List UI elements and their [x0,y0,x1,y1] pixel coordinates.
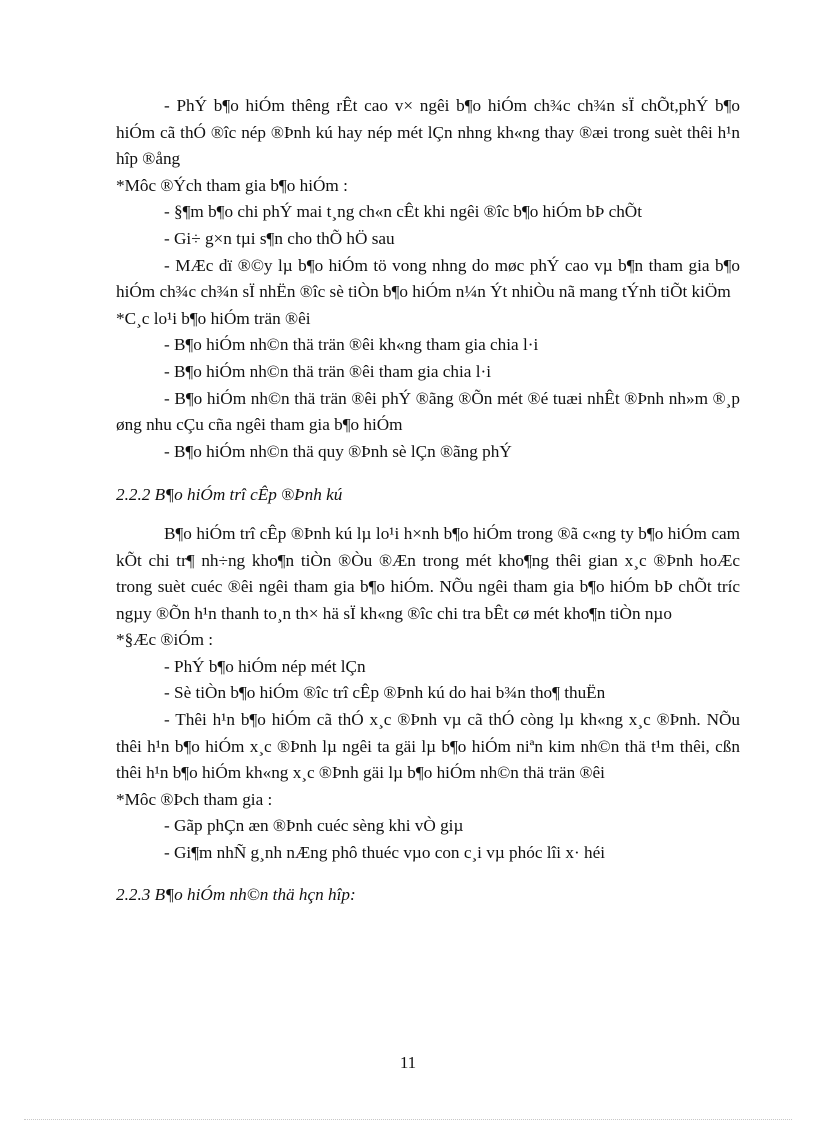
paragraph: - PhÝ b¶o hiÓm thêng rÊt cao v× ngêi b¶o hiÓm ch¾c ch¾n sÏ chÕt,phÝ b¶o hiÓm cã thÓ ®îc nép ®Þnh kú hay nép mét lÇn nhng kh«ng thay ®æi trong suèt thêi h¹n hîp ®ång [116,96,740,169]
section-label: *Môc ®Ých tham gia b¶o hiÓm : [116,175,348,195]
list-item: - B¶o hiÓm nh©n thä trän ®êi tham gia chia l·i [164,361,491,381]
paragraph: B¶o hiÓm trî cÊp ®Þnh kú lµ lo¹i h×nh b¶o hiÓm trong ®ã c«ng ty b¶o hiÓm cam kÕt chi tr¶ nh÷ng kho¶n tiÒn ®Òu ®Æn trong mét kho¶ng thêi gian x¸c ®Þnh hoÆc trong suèt cuéc ®êi ngêi tham gia b¶o hiÓm. NÕu ngêi tham gia b¶o hiÓm bÞ chÕt tríc ngµy ®Õn h¹n thanh to¸n th× hä sÏ kh«ng ®îc chi tra bÊt cø mét kho¶n tiÒn nµo [116,523,740,623]
list-item: - B¶o hiÓm nh©n thä quy ®Þnh sè lÇn ®ãng phÝ [164,441,512,461]
section-label: *Môc ®Þch tham gia : [116,789,273,809]
list-item: - B¶o hiÓm nh©n thä trän ®êi kh«ng tham gia chia l·i [164,335,539,355]
page-number: 11 [399,1053,417,1072]
paragraph: - Thêi h¹n b¶o hiÓm cã thÓ x¸c ®Þnh vµ cã thÓ còng lµ kh«ng x¸c ®Þnh. NÕu thêi h¹n b¶o hiÓm x¸c ®Þnh lµ ngêi ta gäi lµ b¶o hiÓm niªn kim nh©n thä t¹m thêi, cßn thêi h¹n b¶o hiÓm kh«ng x¸c ®Þnh gäi lµ b¶o hiÓm nh©n thä trän ®êi [116,710,740,783]
list-item: - Gi¶m nhÑ g¸nh nÆng phô thuéc vµo con c¸i vµ phóc lîi x· héi [164,843,605,863]
list-item: - §¶m b¶o chi phÝ mai t¸ng ch«n cÊt khi ngêi ®îc b¶o hiÓm bÞ chÕt [164,202,642,222]
list-item: - Sè tiÒn b¶o hiÓm ®îc trî cÊp ®Þnh kú do hai b¾n tho¶ thuËn [164,683,606,703]
section-label: *§Æc ®iÓm : [116,630,214,650]
section-heading: 2.2.3 B¶o hiÓm nh©n thä hçn hîp: [116,884,356,904]
list-item: - Gi÷ g×n tµi s¶n cho thÕ hÖ sau [164,228,395,248]
section-label: *C¸c lo¹i b¶o hiÓm trän ®êi [116,308,311,328]
paragraph: - MÆc dï ®©y lµ b¶o hiÓm tö vong nhng do møc phÝ cao vµ b¶n tham gia b¶o hiÓm ch¾c ch¾n sÏ nhËn ®îc sè tiÒn b¶o hiÓm n¼n Ýt nhiÒu nã mang tÝnh tiÕt kiÖm [116,255,740,302]
section-heading: 2.2.2 B¶o hiÓm trî cÊp ®Þnh kú [116,485,343,505]
list-item: - Gãp phÇn æn ®Þnh cuéc sèng khi vÒ giµ [164,816,464,836]
page-body [116,93,740,908]
list-item: - PhÝ b¶o hiÓm nép mét lÇn [164,656,366,676]
page-bottom-rule [24,1119,792,1120]
paragraph: - B¶o hiÓm nh©n thä trän ®êi phÝ ®ãng ®Õn mét ®é tuæi nhÊt ®Þnh nh»m ®¸p øng nhu cÇu cña ngêi tham gia b¶o hiÓm [116,388,740,435]
